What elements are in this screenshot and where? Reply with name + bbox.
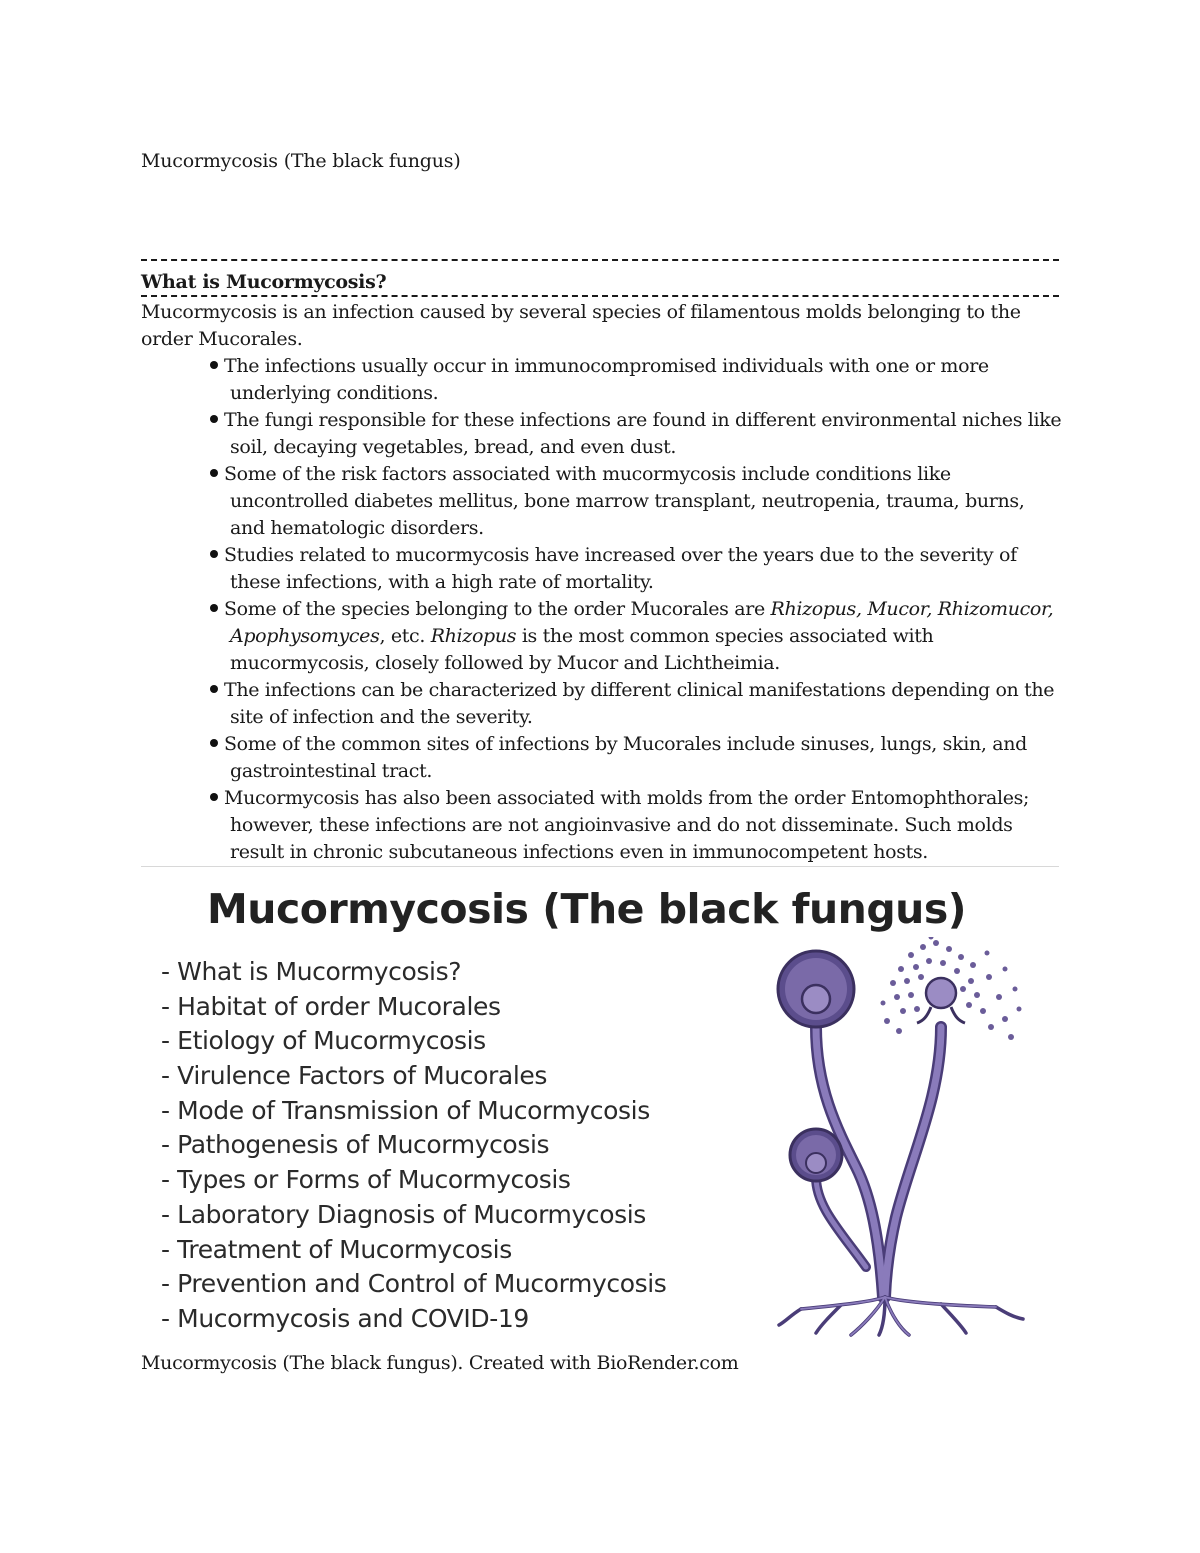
topic-item: - Habitat of order Mucorales bbox=[161, 991, 501, 1021]
topic-item: - Laboratory Diagnosis of Mucormycosis bbox=[161, 1199, 646, 1229]
topic-item: - Treatment of Mucormycosis bbox=[161, 1234, 512, 1264]
bullet-list bbox=[196, 353, 1062, 866]
figure-image bbox=[141, 867, 1059, 1347]
list-item bbox=[196, 785, 1062, 865]
topic-item: - Pathogenesis of Mucormycosis bbox=[161, 1130, 550, 1160]
bullet-icon bbox=[210, 469, 218, 477]
topic-item: - Etiology of Mucormycosis bbox=[161, 1026, 486, 1056]
bullet-icon bbox=[210, 685, 218, 693]
list-item bbox=[196, 596, 1062, 676]
bullet-icon bbox=[210, 604, 218, 612]
intro-paragraph: Mucormycosis is an infection caused by several species of filamentous molds belonging to the order Mucorales. bbox=[141, 301, 1021, 350]
figure-caption: Mucormycosis (The black fungus). Created with BioRender.com bbox=[141, 1352, 739, 1374]
bullet-text: Some of the risk factors associated with mucormycosis include conditions like uncontrolled diabetes mellitus, bone marrow transplant, neutropenia, trauma, burns, and hematologic disorders. bbox=[224, 463, 1025, 539]
list-item bbox=[196, 407, 1062, 461]
bullet-icon bbox=[210, 739, 218, 747]
bullet-text: Mucormycosis has also been associated with molds from the order Entomophthorales; however, these infections are not angioinvasive and do not disseminate. Such molds result in chronic subcutaneous infections even in immunocompetent hosts. bbox=[224, 787, 1030, 863]
species-names: Rhizopus, Mucor, Rhizomucor, Apophysomyces bbox=[230, 598, 1054, 647]
figure-title: Mucormycosis (The black fungus) bbox=[207, 885, 967, 933]
topic-item: - Mucormycosis and COVID-19 bbox=[161, 1303, 529, 1333]
list-item bbox=[196, 731, 1062, 785]
bullet-icon bbox=[210, 361, 218, 369]
bullet-text: Some of the species belonging to the order Mucorales are bbox=[224, 598, 771, 621]
species-name: Rhizopus bbox=[430, 624, 517, 647]
topic-list bbox=[161, 955, 666, 1337]
list-item bbox=[196, 353, 1062, 407]
bullet-icon bbox=[210, 793, 218, 801]
dashed-rule-top bbox=[141, 259, 1059, 261]
page-title: Mucormycosis (The black fungus) bbox=[141, 150, 461, 172]
topic-item: - What is Mucormycosis? bbox=[161, 957, 462, 986]
topic-item: - Prevention and Control of Mucormycosis bbox=[161, 1269, 667, 1299]
list-item bbox=[196, 542, 1062, 596]
list-item bbox=[196, 677, 1062, 731]
topic-item: - Mode of Transmission of Mucormycosis bbox=[161, 1095, 650, 1125]
list-item bbox=[196, 461, 1062, 541]
section-heading: What is Mucormycosis? bbox=[141, 271, 392, 293]
bullet-text: The infections usually occur in immunocompromised individuals with one or more underlying conditions. bbox=[224, 355, 989, 404]
bullet-text: Some of the common sites of infections by Mucorales include sinuses, lungs, skin, and gastrointestinal tract. bbox=[224, 733, 1027, 782]
bullet-icon bbox=[210, 550, 218, 558]
bullet-text: The infections can be characterized by different clinical manifestations depending on the site of infection and the severity. bbox=[224, 679, 1055, 728]
mold-sporangia-illustration bbox=[761, 937, 1041, 1337]
bullet-text: is the most common species associated with mucormycosis, closely followed by Mucor and Lichtheimia. bbox=[230, 624, 934, 674]
bullet-icon bbox=[210, 415, 218, 423]
bullet-text: Studies related to mucormycosis have increased over the years due to the severity of these infections, with a high rate of mortality. bbox=[224, 544, 1017, 593]
bullet-text: The fungi responsible for these infections are found in different environmental niches like soil, decaying vegetables, bread, and even dust. bbox=[224, 409, 1062, 458]
dashed-rule-bottom bbox=[141, 295, 1059, 297]
topic-item: - Virulence Factors of Mucorales bbox=[161, 1061, 547, 1091]
bullet-text: , etc. bbox=[379, 624, 431, 647]
topic-item: - Types or Forms of Mucormycosis bbox=[161, 1165, 571, 1195]
